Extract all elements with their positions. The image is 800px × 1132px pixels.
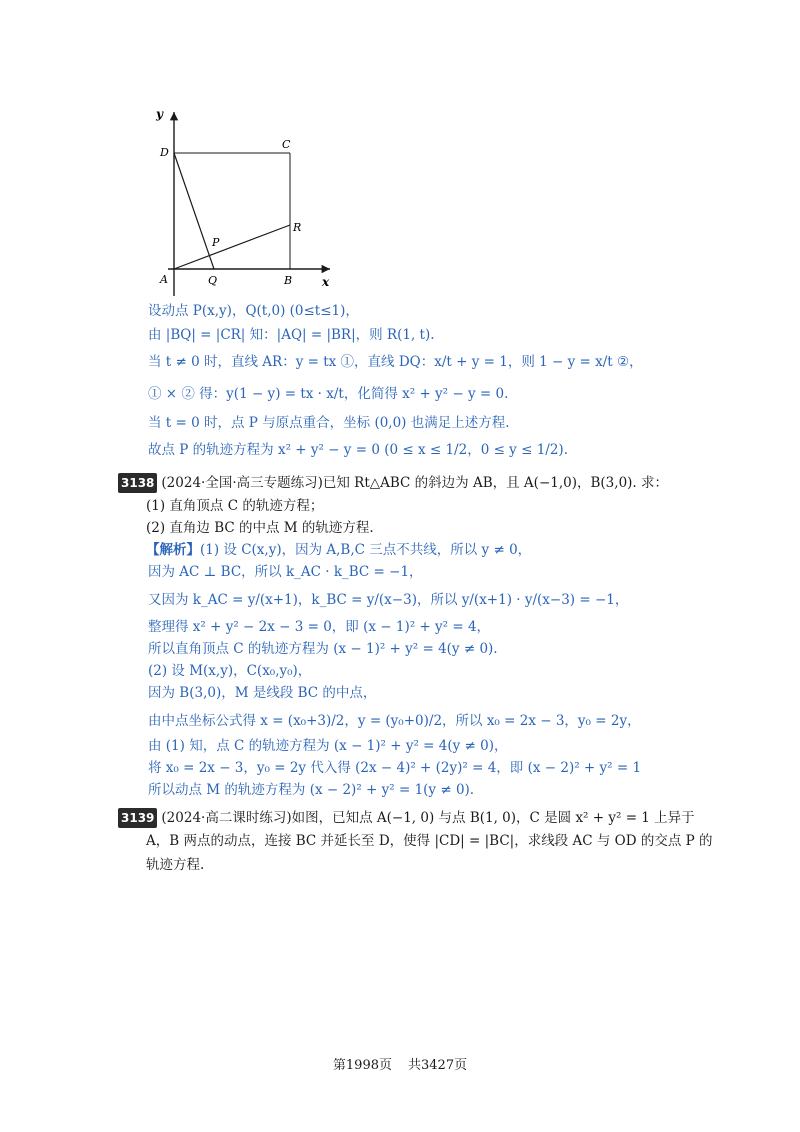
text-line: 所以动点 M 的轨迹方程为 (x − 2)² + y² = 1(y ≠ 0). [148, 782, 475, 798]
text-line: (2) 设 M(x,y)，C(x₀,y₀)， [148, 663, 312, 679]
text-line: 因为 B(3,0)，M 是线段 BC 的中点， [148, 685, 377, 701]
text-line: ① × ② 得：y(1 − y) = tx · x/t，化简得 x² + y² − y = 0. [148, 386, 509, 402]
label-q: Q [208, 274, 218, 287]
problem-number-badge: 3139 [118, 808, 157, 828]
question-2: (2) 直角边 BC 的中点 M 的轨迹方程. [146, 520, 374, 536]
text-line: 由中点坐标公式得 x = (x₀+3)/2，y = (y₀+0)/2，所以 x₀ = 2x − 3，y₀ = 2y， [148, 713, 641, 729]
text-line: (1) 设 C(x,y)，因为 A,B,C 三点不共线，所以 y ≠ 0， [200, 542, 532, 558]
text-line: 整理得 x² + y² − 2x − 3 = 0，即 (x − 1)² + y² = 4， [148, 619, 491, 635]
label-c: C [282, 138, 291, 151]
solution-label: 【解析】 [146, 542, 200, 558]
page-footer [0, 1054, 800, 1073]
label-d: D [160, 146, 169, 159]
page-total: 共3427页 [408, 1058, 468, 1073]
label-r: R [293, 221, 302, 234]
text-line: 故点 P 的轨迹方程为 x² + y² − y = 0 (0 ≤ x ≤ 1/2，0 ≤ y ≤ 1/2). [148, 442, 568, 458]
text-line: 由 |BQ| = |CR| 知：|AQ| = |BR|，则 R(1, t). [148, 327, 435, 343]
text-line: 又因为 k_AC = y/(x+1)，k_BC = y/(x−3)，所以 y/(x+1) · y/(x−3) = −1， [148, 592, 629, 608]
question-1: (1) 直角顶点 C 的轨迹方程； [146, 498, 324, 514]
square-diagram [150, 100, 340, 300]
segment-dq [174, 153, 214, 269]
text-line: 轨迹方程. [146, 857, 205, 873]
label-b: B [284, 274, 293, 287]
text-line: 所以直角顶点 C 的轨迹方程为 (x − 1)² + y² = 4(y ≠ 0). [148, 641, 498, 657]
text-line: 设动点 P(x,y)，Q(t,0) (0≤t≤1)， [148, 303, 359, 319]
label-p: P [212, 236, 220, 249]
geometry-figure [150, 100, 340, 300]
label-x: x [322, 275, 330, 289]
label-a: A [160, 273, 168, 286]
text-line: A，B 两点的动点，连接 BC 并延长至 D，使得 |CD| = |BC|，求线段 AC 与 OD 的交点 P 的 [146, 833, 713, 849]
text-line: 由 (1) 知，点 C 的轨迹方程为 (x − 1)² + y² = 4(y ≠ 0)， [148, 738, 508, 754]
text-line: 当 t ≠ 0 时，直线 AR：y = tx ①，直线 DQ：x/t + y = 1，则 1 − y = x/t ②， [148, 354, 643, 370]
text-line: 将 x₀ = 2x − 3，y₀ = 2y 代入得 (2x − 4)² + (2y)² = 4，即 (x − 2)² + y² = 1 [148, 760, 642, 776]
text-line: 因为 AC ⊥ BC，所以 k_AC · k_BC = −1， [148, 564, 423, 580]
label-y: y [156, 107, 163, 121]
problem-number-badge: 3138 [118, 473, 157, 493]
text-line: (2024·高二课时练习)如图，已知点 A(−1, 0) 与点 B(1, 0)，C 是圆 x² + y² = 1 上异于 [161, 810, 695, 826]
text-line: 当 t = 0 时，点 P 与原点重合，坐标 (0,0) 也满足上述方程. [148, 415, 510, 431]
problem-stem: (2024·全国·高三专题练习)已知 Rt△ABC 的斜边为 AB，且 A(−1,0)，B(3,0). 求： [161, 475, 669, 491]
segment-ar [174, 225, 290, 269]
page-number: 第1998页 [332, 1058, 392, 1073]
